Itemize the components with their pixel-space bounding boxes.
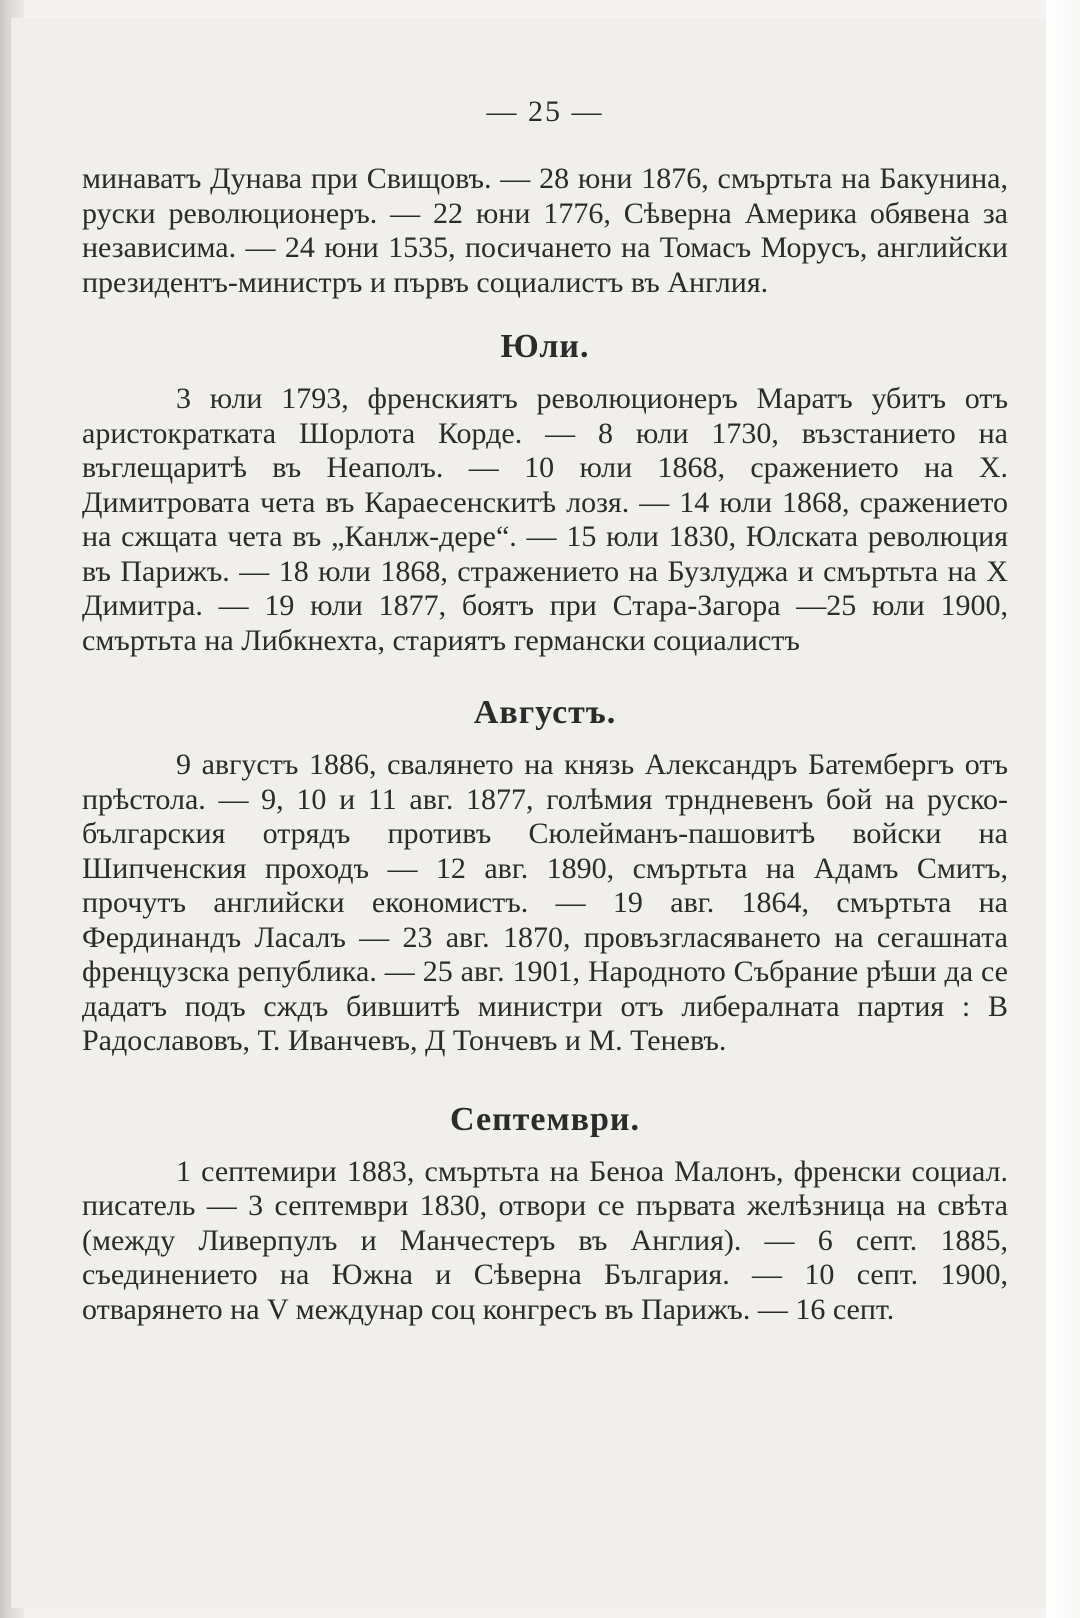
paragraph-july: 3 юли 1793, френскиятъ революционеръ Маратъ убитъ отъ аристократката Шорлота Корде. — 8 юли 1730, възстанието на въглещаритѣ въ Неаполъ. — 10 юли 1868, сражението на Х. Димитровата чета въ Караесенскитѣ лозя. — 14 юли 1868, сражението на сжщата чета въ „Канлж-дере“. — 15 юли 1830, Юлската революция въ Парижъ. — 18 юли 1868, стражението на Бузлуджа и смъртьта на Х Димитра. — 19 юли 1877, боятъ при Стара-Загора —25 юли 1900, смъртьта на Либкнехта, стариятъ германски социалистъ xyxy=(82,382,1008,657)
paragraph-september: 1 септемири 1883, смъртьта на Беноа Малонъ, френски социал. писатель — 3 септември 1830, отвори се първата желѣзница на свѣта (между Ливерпулъ и Манчестеръ въ Англия). — 6 септ. 1885, съединението на Южна и Сѣверна България. — 10 септ. 1900, отварянето на V междунар соц конгресъ въ Парижъ. — 16 септ. xyxy=(82,1154,1008,1326)
heading-july: Юли. xyxy=(500,328,590,365)
heading-september: Септември. xyxy=(450,1100,640,1138)
text-block xyxy=(82,82,1008,1327)
page-edge xyxy=(1046,0,1080,1618)
page-number: — 25 — xyxy=(486,95,604,128)
heading-august: Августъ. xyxy=(473,694,617,731)
paragraph-june-continued: минаватъ Дунава при Свищовъ. — 28 юни 1876, смъртьта на Бакунина, руски революционеръ. — 22 юни 1776, Сѣверна Америка обявена за независима. — 24 юни 1535, посичането на Томасъ Морусъ, английски президентъ-министръ и първъ социалистъ въ Англия. xyxy=(82,162,1008,299)
paragraph-august: 9 августъ 1886, свалянето на князь Александръ Батембергъ отъ прѣстола. — 9, 10 и 11 авг. 1877, голѣмия трндневенъ бой на руско-българския отрядъ противъ Сюлейманъ-пашовитѣ войски на Шипченския проходъ — 12 авг. 1890, смъртьта на Адамъ Смитъ, прочутъ английски економистъ. — 19 авг. 1864, смъртьта на Фердинандъ Ласалъ — 23 авг. 1870, провъзгласяването на сегашната френцузска република. — 25 авг. 1901, Народното Събрание рѣши да се дадатъ подъ сждъ бившитѣ министри отъ либералната партия : В Радославовъ, Т. Иванчевъ, Д Тончевъ и М. Теневъ. xyxy=(82,748,1008,1057)
